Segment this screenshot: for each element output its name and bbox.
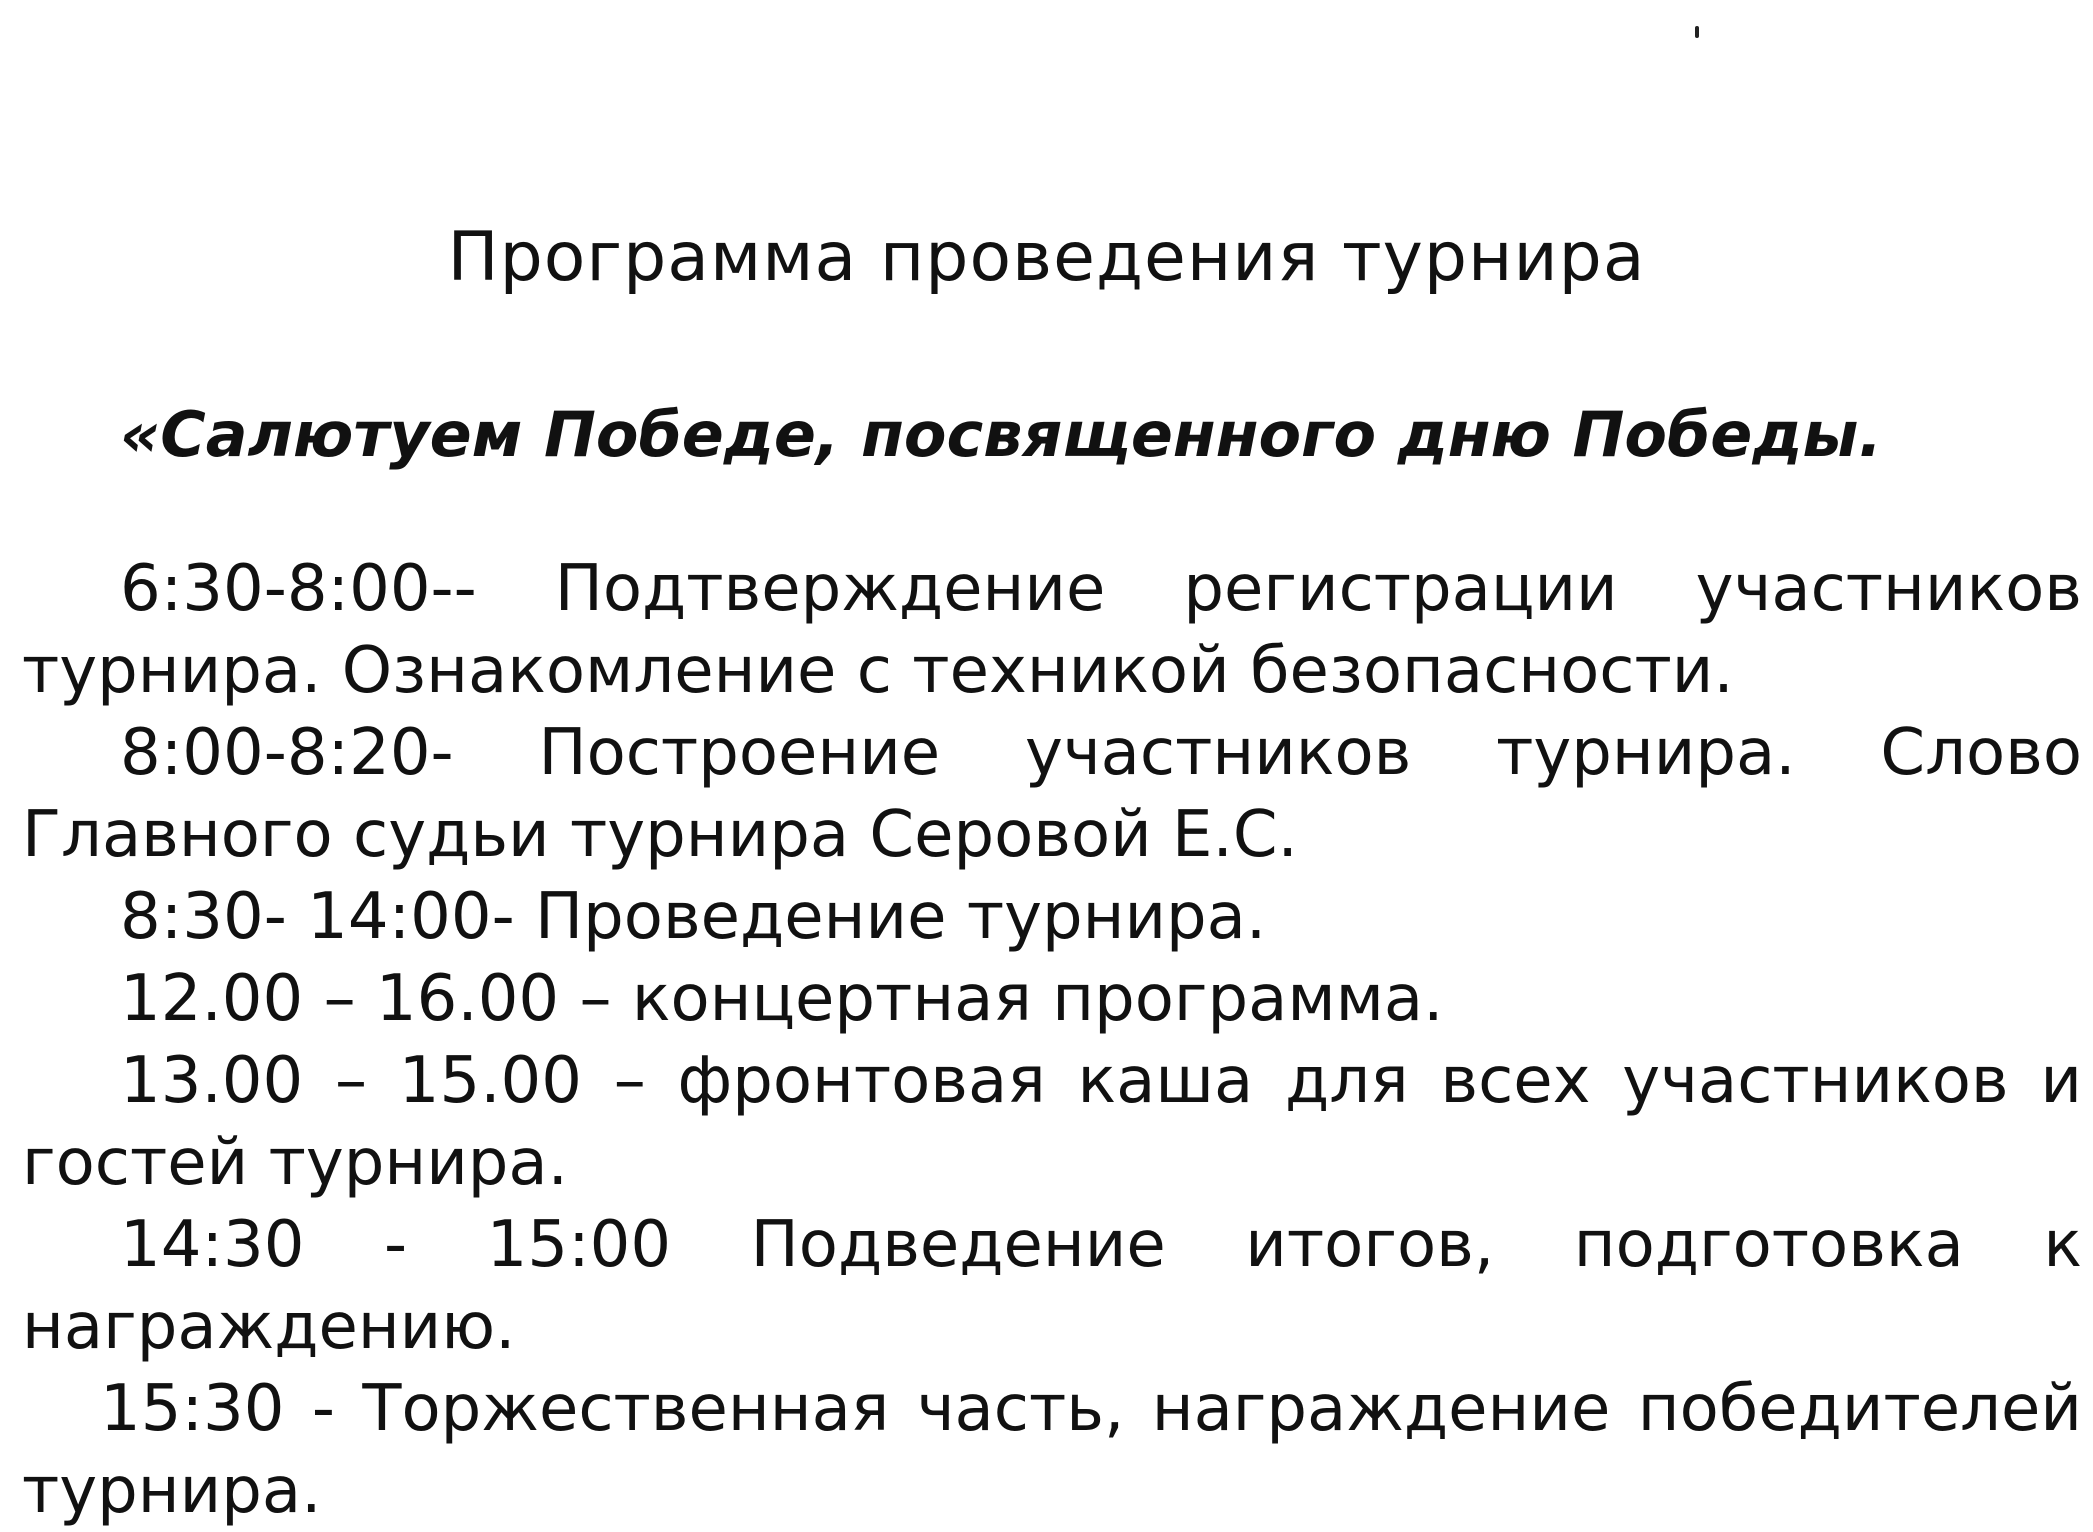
document-title: Программа проведения турнира <box>447 218 1646 297</box>
schedule-item: 12.00 – 16.00 – концертная программа. <box>120 962 1444 1036</box>
scan-speck <box>1695 26 1699 38</box>
schedule-item: 8:30- 14:00- Проведение турнира. <box>120 880 1267 954</box>
schedule-item: 13.00 – 15.00 – фронтовая каша для всех участников и гостей турнира. <box>22 1044 2082 1200</box>
schedule-item: 6:30-8:00-- Подтверждение регистрации участников турнира. Ознакомление с техникой безопасности. <box>22 552 2082 708</box>
schedule-item: 8:00-8:20- Построение участников турнира. Слово Главного судьи турнира Серовой Е.С. <box>22 716 2082 872</box>
schedule-list <box>22 548 2082 1532</box>
schedule-item: 15:30 - Торжественная часть, награждение победителей турнира. <box>22 1372 2082 1528</box>
document-subtitle: «Салютуем Победе, посвященного дню Победы. <box>120 398 1883 471</box>
schedule-item: 14:30 - 15:00 Подведение итогов, подготовка к награждению. <box>22 1208 2082 1364</box>
